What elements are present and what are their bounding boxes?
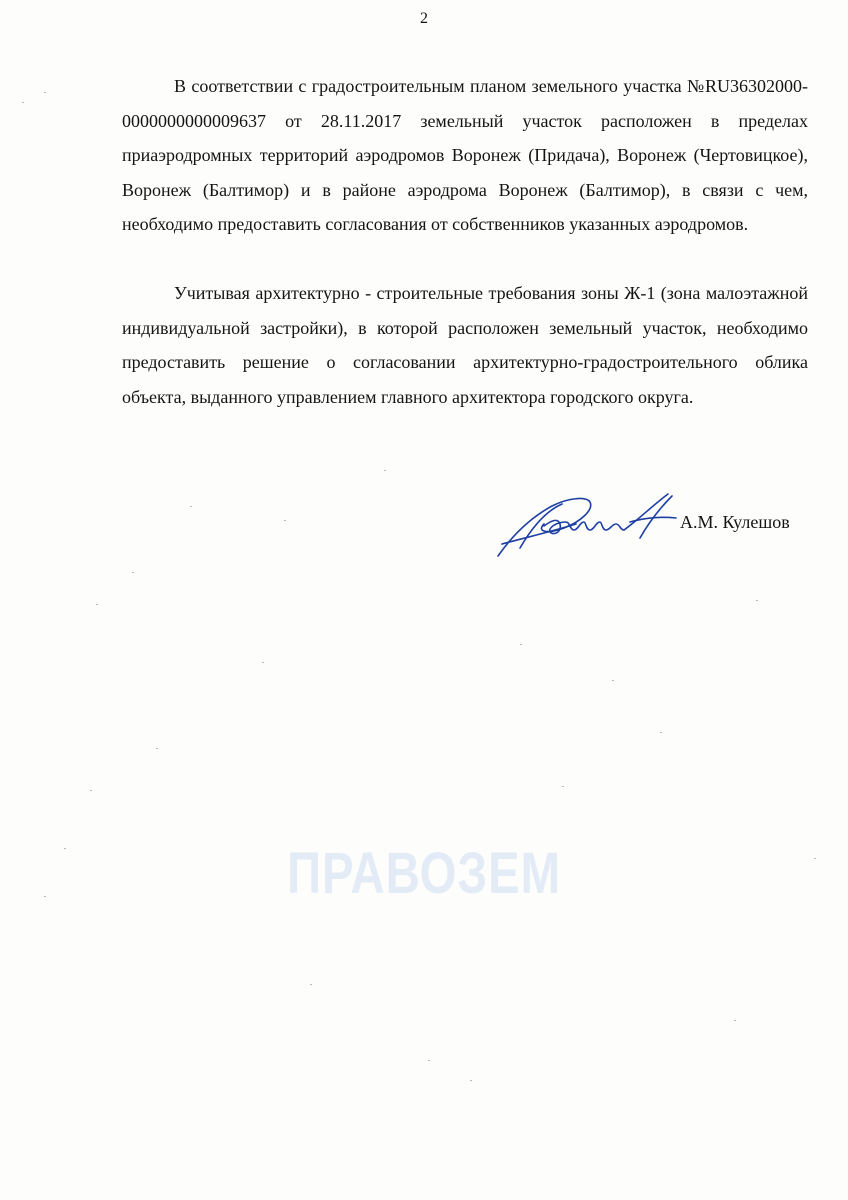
page-number: 2	[420, 10, 428, 27]
scan-speck	[132, 572, 134, 573]
scan-speck	[90, 790, 92, 791]
signature-block	[490, 486, 810, 566]
scan-speck	[384, 470, 386, 471]
scan-speck	[310, 984, 312, 985]
watermark: ПРАВОЗЕМ	[287, 841, 561, 906]
scan-speck	[734, 1020, 736, 1021]
scan-speck	[562, 786, 564, 787]
paragraph-architectural-requirements: Учитывая архитектурно - строительные требования зоны Ж-1 (зона малоэтажной индивидуальной застройки), в которой расположен земельный участок, необходимо предоставить решение о согласовании архитектурно-градостроительного облика объекта, выданного управлением главного архитектора городского округа.	[122, 283, 808, 407]
scan-speck	[22, 102, 24, 103]
handwritten-signature	[490, 486, 685, 566]
scan-speck	[96, 604, 98, 605]
scan-speck	[470, 1080, 472, 1081]
scan-speck	[44, 92, 46, 93]
scan-speck	[756, 600, 758, 601]
scan-speck	[520, 644, 522, 645]
scan-speck	[814, 858, 816, 859]
scan-speck	[428, 1060, 430, 1061]
scan-speck	[262, 662, 264, 663]
scan-speck	[44, 896, 46, 897]
scan-speck	[612, 680, 614, 681]
signer-name: А.М. Кулешов	[680, 512, 790, 532]
paragraph-airfield-approvals: В соответствии с градостроительным планом земельного участка №RU36302000-0000000000009637 от 28.11.2017 земельный участок расположен в пределах приаэродромных территорий аэродромов Воронеж (Придача), Воронеж (Чертовицкое), Воронеж (Балтимор) и в районе аэродрома Воронеж (Балтимор), в связи с чем, необходимо предоставить согласования от собственников указанных аэродромов.	[122, 76, 808, 234]
scan-speck	[156, 748, 158, 749]
scan-speck	[284, 520, 286, 521]
scan-speck	[190, 506, 192, 507]
scan-speck	[660, 732, 662, 733]
scan-speck	[64, 848, 66, 849]
